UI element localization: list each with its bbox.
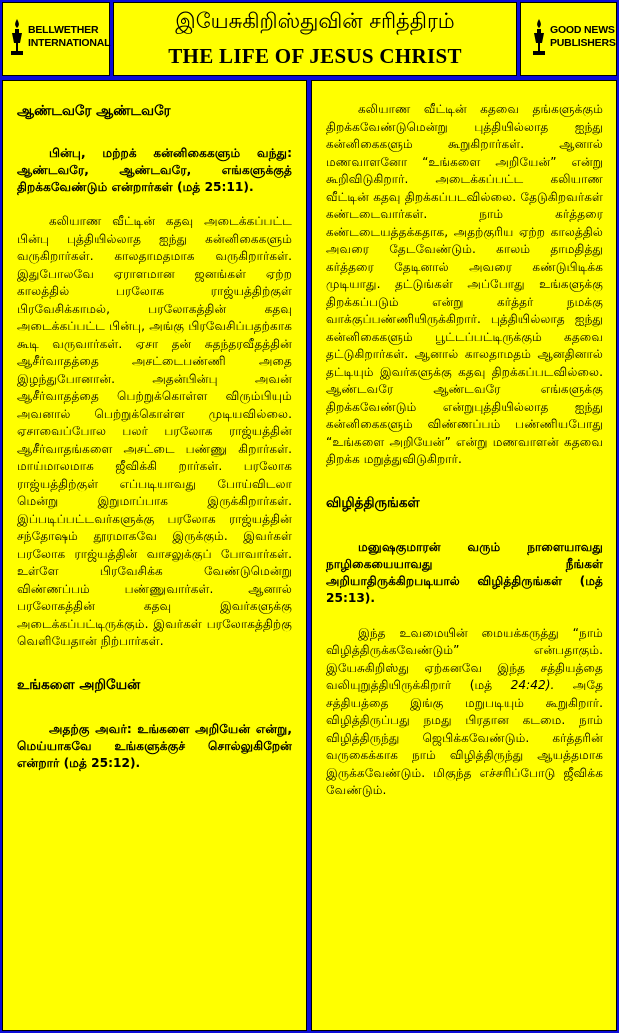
left-logo-line2: INTERNATIONAL (28, 37, 111, 49)
paragraph-text: இந்த உவமையின் மையக்கருத்து “நாம் விழித்திருக்கவேண்டும்” என்பதாகும். இயேசுகிறிஸ்து ஏற்கனவே இந்த சத்தியத்தை வலியுறுத்தியிருக்கிறார் (மத் (326, 625, 603, 692)
publisher-logo-left-box (2, 2, 110, 76)
body-paragraph (326, 625, 603, 800)
left-column (2, 80, 307, 1031)
right-logo-line1: GOOD NEWS (550, 24, 615, 36)
paragraph-text: அதே சத்தியத்தை இங்கு மறுபடியும் கூறுகிறார். விழித்திருப்பது நமது பிரதான கடமை. நாம் விழித்திருந்து ஜெபிக்கவேண்டும். கர்த்தரின் வருகைக்காக நாம் விழித்திருந்து ஆயத்தமாக இருக்கவேண்டும். மிகுந்த எச்சரிப்போடு ஜீவிக்க வேண்டும். (326, 678, 604, 797)
verse-quote: மனுஷகுமாரன் வரும் நாளையாவது நாழிகையையாவது நீங்கள் அறியாதிருக்கிறபடியால் விழித்திருங்கள் (மத் 25:13). (326, 539, 603, 605)
verse-quote: அதற்கு அவர்: உங்களை அறியேன் என்று, மெய்யாகவே உங்களுக்குச் சொல்லுகிறேன் என்றார் (மத் 25:12). (17, 721, 292, 770)
body-paragraph: கலியாண வீட்டின் கதவு அடைக்கப்பட்ட பின்பு புத்தியில்லாத ஐந்து கன்னிகைகளும் வருகிறார்கள். காலதாமதமாக வருகிறார்கள். இதுபோலவே ஏராளமான ஜனங்கள் ஏற்ற காலத்தில் பரலோக ராஜ்யத்திற்குள் பிரவேசிக்காமல், பரலோகத்தின் கதவு அடைக்கப்பட்ட பின்பு, அங்கு பிரவேசிப்பதற்காக கூடி வருவார்கள். ஏசா தன் சுதந்தரவீதத்தின் ஆசீர்வாதத்தை அசட்டைபண்ணி அதை இழந்துபோனான். அதன்பின்பு அவன் ஆசீர்வாதத்தை பெற்றுக்கொள்ள விரும்பியும் அவனால் பெற்றுக்கொள்ள முடியவில்லை. ஏசாவைப்போல பலர் பரலோக ராஜ்யத்தின் ஆசீர்வாதங்களை அசட்டை பண்ணு கிறார்கள். மாய்மாலமாக ஜீவிக்கி றார்கள். பரலோக ராஜ்யத்திற்குள் எப்படியாவது போய்விடலா மென்று இறுமாப்பாக இருக்கிறார்கள். இப்படிப்பட்டவர்களுக்கு பரலோக ராஜ்யத்தின் சந்தோஷம் தூரமாகவே இருக்கும். இவர்கள் பரலோக ராஜ்யத்தின் வாசலுக்குப் போவார்கள். உள்ளே பிரவேசிக்க வேண்டுமென்று விண்ணப்பம் பண்ணுவார்கள். ஆனால் பரலோகத்தின் கதவு இவர்களுக்கு அடைக்கப்பட்டிருக்கும். இவர்கள் பரலோகத்திற்கு வெளியேதான் நிற்பார்கள். (17, 214, 292, 648)
bellwether-logo (9, 17, 110, 57)
left-logo-line1: BELLWETHER (28, 24, 99, 36)
lamp-icon (9, 17, 25, 57)
body-paragraph: கலியாண வீட்டின் கதவை தங்களுக்கும் திறக்கவேண்டுமென்று புத்தியில்லாத ஐந்து கன்னிகைகளும் கூறுகிறார்கள். ஆனால் மணவாளனோ “உங்களை அறியேன்” என்று கூறிவிடுகிறார். அடைக்கப்பட்ட கலியாண வீட்டின் கதவு திறக்கப்படவில்லை. தேடுகிறவர்கள் கண்டடைவார்கள். நாம் கர்த்தரை கண்டடையத்தக்கதாக, அதற்குரிய ஏற்ற காலத்தில் அவரை தேடவேண்டும். காலம் தாமதித்து கர்த்தரை தேடினால் அவரை கண்டுபிடிக்க முடியாது. தட்டுங்கள் அப்போது உங்களுக்கு திறக்கப்படும் என்று கர்த்தர் நமக்கு வாக்குப்பண்ணியிருக்கிறார். புத்தியில்லாத ஐந்து கன்னிகைகளும் பூட்டப்பட்டிருக்கும் கதவை தட்டுகிறார்கள். ஆனால் காலதாமதம் ஆனதினால் தட்டியும் இவர்களுக்கு கதவு திறக்கப்படவில்லை. ஆண்டவரே ஆண்டவரே எங்களுக்கு திறக்கவேண்டும் என்றுபுத்தியில்லாத ஐந்து கன்னிகைகளும் விண்ணப்பம் பண்ணியபோது “உங்களை அறியேன்” என்று மணவாளன் கதவை திறக்க மறுத்துவிடுகிறார். (326, 102, 603, 466)
right-logo-line2: PUBLISHERS (550, 37, 616, 49)
title-english: THE LIFE OF JESUS CHRIST (168, 44, 462, 68)
section-heading: உங்களை அறியேன் (17, 676, 141, 693)
right-column (311, 80, 617, 1031)
title-tamil: இயேசுகிறிஸ்துவின் சரித்திரம் (175, 9, 455, 33)
section-heading: ஆண்டவரே ஆண்டவரே (17, 103, 171, 119)
good-news-logo (531, 17, 616, 57)
verse-quote: பின்பு, மற்றக் கன்னிகைகளும் வந்து: ஆண்டவரே, ஆண்டவரே, எங்களுக்குத் திறக்கவேண்டும் என்றார்கள் (மத் 25:11). (17, 146, 292, 194)
section-heading: விழித்திருங்கள் (326, 494, 420, 511)
lamp-icon (531, 17, 547, 57)
page-title-box (113, 2, 517, 76)
publisher-logo-right-box (520, 2, 617, 76)
scripture-reference: 24:42). (510, 678, 555, 692)
